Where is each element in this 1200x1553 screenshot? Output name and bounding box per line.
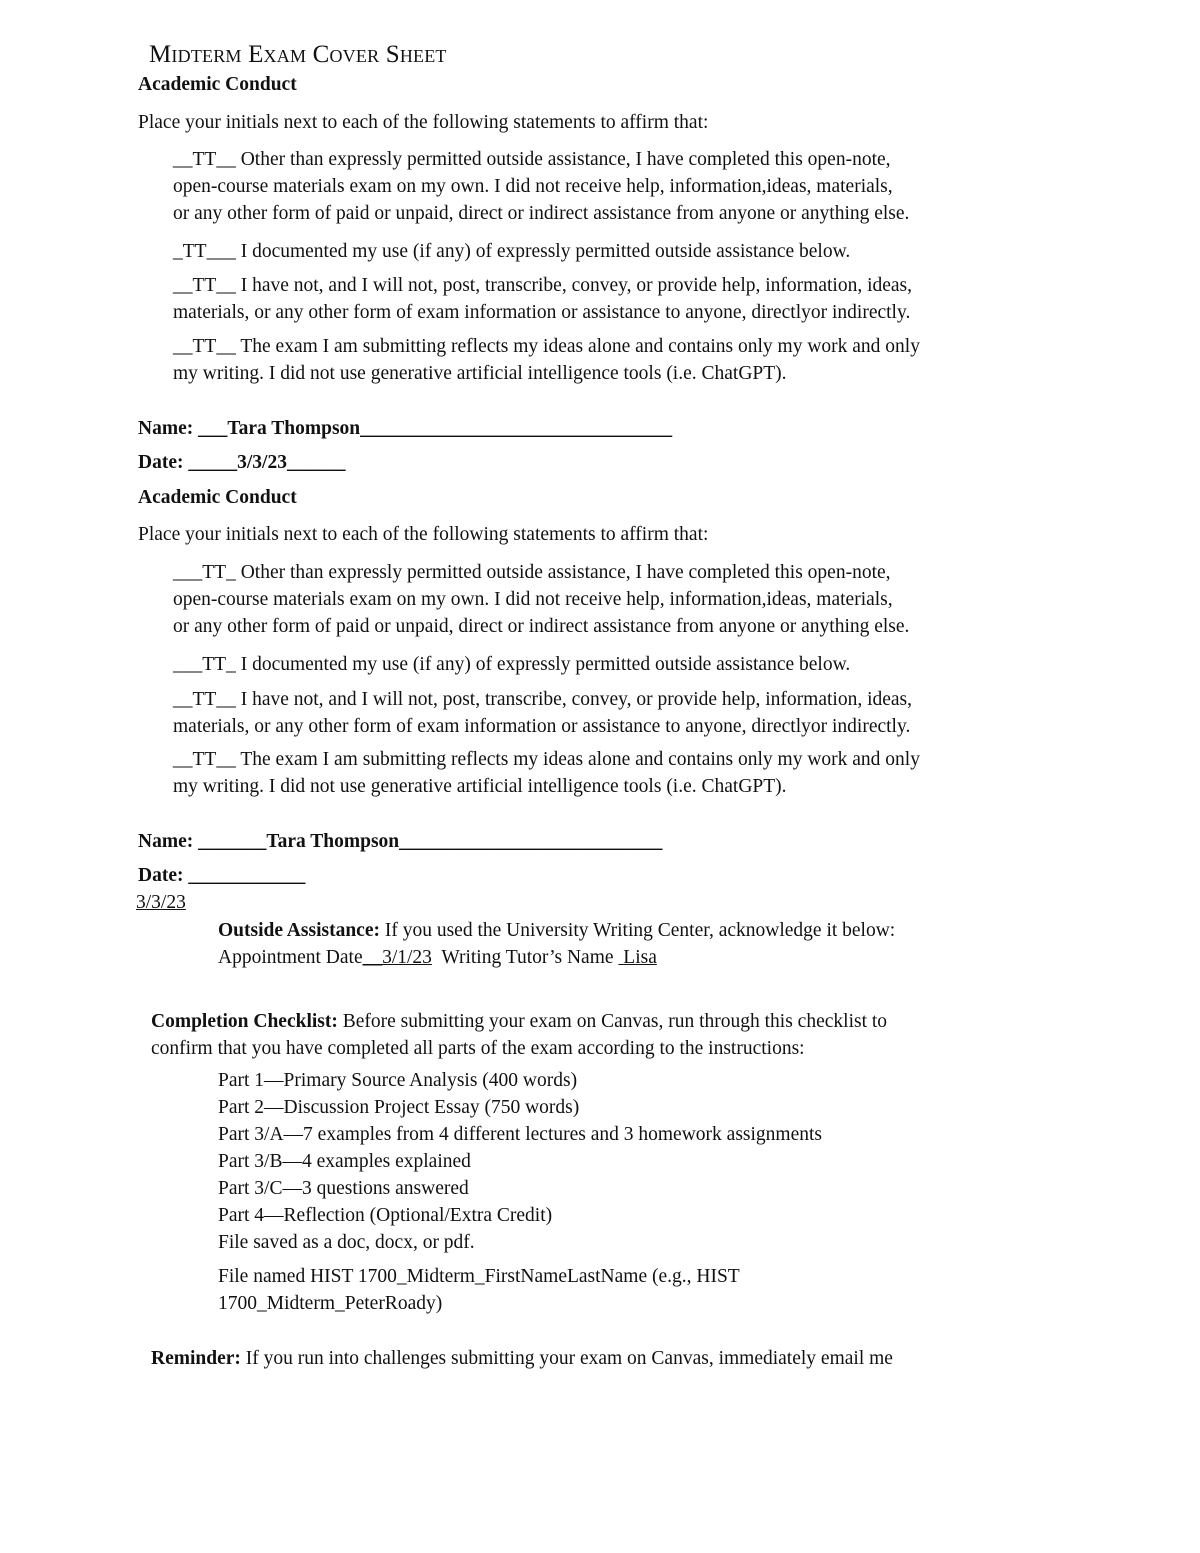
- statement-line: ___TT_ I documented my use (if any) of expressly permitted outside assistance below.: [173, 654, 851, 675]
- name-label: Name:: [138, 418, 194, 439]
- tutor-name-value: Lisa: [618, 947, 657, 968]
- appointment-label: Appointment Date: [218, 947, 363, 968]
- statement-line: __TT__ I have not, and I will not, post, transcribe, convey, or provide help, information, ideas,: [173, 689, 913, 710]
- name-value: ___Tara Thompson________________________________: [193, 418, 673, 439]
- statement-line: materials, or any other form of exam information or assistance to anyone, directlyor indirectly.: [173, 716, 911, 737]
- statement-line: ___TT_ Other than expressly permitted outside assistance, I have completed this open-note,: [173, 562, 891, 583]
- name-label: Name:: [138, 831, 194, 852]
- date-label: Date:: [138, 452, 184, 473]
- statement-line: open-course materials exam on my own. I did not receive help, information,ideas, materials,: [173, 589, 893, 610]
- reminder-line: [151, 1346, 893, 1372]
- checklist-intro-line: [151, 1009, 887, 1035]
- statement-line: __TT__ The exam I am submitting reflects my ideas alone and contains only my work and only: [173, 749, 920, 770]
- checklist-item: 1700_Midterm_PeterRoady): [218, 1293, 443, 1314]
- checklist-item: File saved as a doc, docx, or pdf.: [218, 1232, 475, 1253]
- page-title: Midterm Exam Cover Sheet: [149, 41, 447, 68]
- statement-line: __TT__ I have not, and I will not, post, transcribe, convey, or provide help, information, ideas,: [173, 275, 913, 296]
- appointment-date-value: __3/1/23: [362, 947, 432, 968]
- checklist-item: Part 2—Discussion Project Essay (750 words): [218, 1097, 580, 1118]
- section-heading: Academic Conduct: [138, 487, 297, 508]
- statement-line: __TT__ Other than expressly permitted outside assistance, I have completed this open-note,: [173, 149, 891, 170]
- statement-line: my writing. I did not use generative artificial intelligence tools (i.e. ChatGPT).: [173, 363, 787, 384]
- tutor-label: Writing Tutor’s Name: [431, 947, 619, 968]
- appointment-line: [218, 945, 657, 971]
- date-line: [138, 863, 305, 889]
- section-intro: Place your initials next to each of the following statements to affirm that:: [138, 112, 709, 133]
- name-value: _______Tara Thompson___________________________: [193, 831, 663, 852]
- date-value-wrapped: 3/3/23: [136, 892, 186, 913]
- checklist-item: Part 3/C—3 questions answered: [218, 1178, 469, 1199]
- checklist-intro-line: confirm that you have completed all parts of the exam according to the instructions:: [151, 1038, 805, 1059]
- date-line: [138, 450, 345, 476]
- statement-line: __TT__ The exam I am submitting reflects my ideas alone and contains only my work and only: [173, 336, 920, 357]
- date-value: _____3/3/23______: [183, 452, 346, 473]
- section-intro: Place your initials next to each of the following statements to affirm that:: [138, 524, 709, 545]
- statement-line: _TT___ I documented my use (if any) of expressly permitted outside assistance below.: [173, 241, 851, 262]
- checklist-item: Part 4—Reflection (Optional/Extra Credit): [218, 1205, 553, 1226]
- statement-line: or any other form of paid or unpaid, direct or indirect assistance from anyone or anything else.: [173, 616, 910, 637]
- reminder-label: Reminder:: [151, 1348, 241, 1369]
- checklist-item: Part 1—Primary Source Analysis (400 words): [218, 1070, 578, 1091]
- checklist-text: Before submitting your exam on Canvas, run through this checklist to: [337, 1011, 888, 1032]
- section-heading: Academic Conduct: [138, 74, 297, 95]
- statement-line: or any other form of paid or unpaid, direct or indirect assistance from anyone or anything else.: [173, 203, 910, 224]
- name-line: [138, 416, 672, 442]
- date-value: ____________: [183, 865, 306, 886]
- reminder-text: If you run into challenges submitting your exam on Canvas, immediately email me: [240, 1348, 893, 1369]
- outside-assistance-line: [218, 918, 895, 944]
- outside-assistance-text: If you used the University Writing Center, acknowledge it below:: [379, 920, 896, 941]
- statement-line: my writing. I did not use generative artificial intelligence tools (i.e. ChatGPT).: [173, 776, 787, 797]
- checklist-item: Part 3/B—4 examples explained: [218, 1151, 471, 1172]
- statement-line: open-course materials exam on my own. I did not receive help, information,ideas, materials,: [173, 176, 893, 197]
- checklist-item: File named HIST 1700_Midterm_FirstNameLastName (e.g., HIST: [218, 1266, 740, 1287]
- checklist-label: Completion Checklist:: [151, 1011, 338, 1032]
- outside-assistance-label: Outside Assistance:: [218, 920, 380, 941]
- date-label: Date:: [138, 865, 184, 886]
- statement-line: materials, or any other form of exam information or assistance to anyone, directlyor indirectly.: [173, 302, 911, 323]
- checklist-item: Part 3/A—7 examples from 4 different lectures and 3 homework assignments: [218, 1124, 822, 1145]
- name-line: [138, 829, 662, 855]
